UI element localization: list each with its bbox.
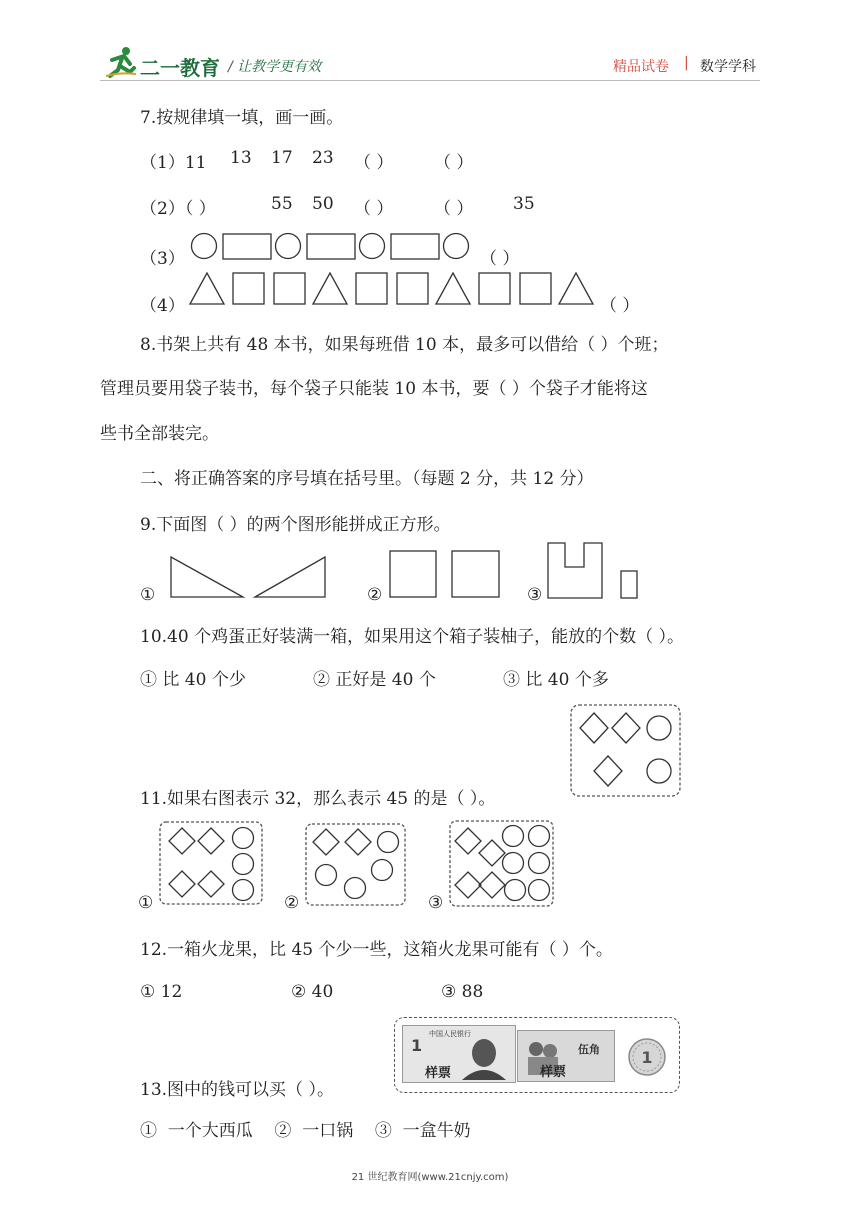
rectangle-shape (391, 234, 439, 259)
circle-shape (360, 234, 385, 259)
q9-option-3-shapes (546, 541, 641, 601)
rectangle-shape (307, 234, 355, 259)
q7-title: 7.按规律填一填，画一画。 (140, 108, 344, 128)
note-bank-name: 中国人民银行 (429, 1030, 471, 1038)
q10-option-2: ② 正好是 40 个 (313, 670, 436, 690)
circle-shape (192, 234, 217, 259)
q10-option-3: ③ 比 40 个多 (503, 670, 609, 690)
square-shape (233, 273, 264, 304)
q11-reference-box (570, 704, 682, 798)
q11-title: 11.如果右图表示 32，那么表示 45 的是（ ）。 (140, 789, 496, 809)
square-shape (274, 273, 305, 304)
q8-line3: 些书全部装完。 (100, 424, 219, 444)
q9-option-2-squares (388, 549, 503, 599)
svg-text:1: 1 (641, 1048, 653, 1067)
note-denomination: 伍角 (578, 1043, 600, 1056)
portrait-icon (458, 1036, 510, 1080)
q7-row2-item: 50 (312, 194, 334, 214)
brand-name: 二一教育 (140, 56, 220, 80)
q9-option-2-label: ② (367, 585, 383, 605)
section-2-heading: 二、将正确答案的序号填在括号里。（每题 2 分，共 12 分） (140, 469, 594, 489)
q7-row2-blank: （ ） (434, 199, 474, 219)
circle-shape (276, 234, 301, 259)
q11-option-2-box (305, 823, 407, 907)
q7-row1-blank: （ ） (354, 153, 394, 173)
runner-logo-icon (104, 46, 138, 78)
triangle-shape (436, 273, 470, 304)
q11-option-1-label: ① (138, 893, 154, 913)
header-subject: 数学学科 (700, 59, 756, 75)
q7-row1-item: 17 (271, 148, 293, 168)
header-rule (100, 80, 760, 81)
triangle-shape (313, 273, 347, 304)
q7-row4-shapes (188, 270, 598, 306)
header-premium-label: 精品试卷 (613, 59, 669, 75)
q9-option-1-triangles (168, 555, 328, 600)
square-shape (520, 273, 551, 304)
q9-title: 9.下面图（ ）的两个图形能拼成正方形。 (140, 515, 451, 535)
q7-row2-item: （2）（ ） (140, 199, 216, 219)
q7-row2-item: 35 (513, 194, 535, 214)
q10-option-1: ① 比 40 个少 (140, 670, 246, 690)
q7-row3-label: （3） (140, 249, 185, 269)
triangle-shape (559, 273, 593, 304)
q10-title: 10.40 个鸡蛋正好装满一箱，如果用这个箱子装柚子，能放的个数（ ）。 (140, 627, 684, 647)
note-sample-stamp: 样票 (540, 1065, 567, 1080)
q7-row1-blank: （ ） (434, 153, 474, 173)
q7-row2-blank: （ ） (354, 199, 394, 219)
note-denomination: 1 (411, 1036, 423, 1055)
q8-line2: 管理员要用袋子装书，每个袋子只能装 10 本书，要（ ）个袋子才能将这 (100, 379, 648, 399)
q11-option-3-box (449, 820, 555, 908)
q13-options: ① 一个大西瓜 ② 一口锅 ③ 一盒牛奶 (140, 1121, 471, 1141)
q9-option-3-label: ③ (527, 585, 543, 605)
one-yuan-note (402, 1025, 516, 1083)
q7-row3-shapes (190, 231, 480, 263)
square-shape (356, 273, 387, 304)
five-jiao-note (517, 1030, 615, 1082)
q12-option-2: ② 40 (291, 982, 334, 1002)
q7-row1-item: 13 (230, 148, 252, 168)
q11-option-3-label: ③ (428, 893, 444, 913)
q7-row1-item: 23 (312, 148, 334, 168)
q11-option-2-label: ② (284, 893, 300, 913)
q9-option-1-label: ① (140, 585, 156, 605)
q7-row1-item: （1）11 (140, 153, 207, 173)
square-shape (479, 273, 510, 304)
q11-option-1-box (159, 821, 264, 906)
q13-title: 13.图中的钱可以买（ ）。 (140, 1080, 334, 1100)
q7-row3-blank: （ ） (480, 249, 520, 269)
note-sample-stamp: 样票 (425, 1066, 452, 1081)
q12-title: 12.一箱火龙果，比 45 个少一些，这箱火龙果可能有（ ）个。 (140, 940, 613, 960)
page-footer: 21 世纪教育网(www.21cnjy.com) (351, 1172, 509, 1183)
q12-option-1: ① 12 (140, 982, 183, 1002)
slogan (228, 56, 321, 76)
slogan-slash: / (228, 59, 238, 75)
circle-shape (444, 234, 469, 259)
square-shape (397, 273, 428, 304)
triangle-shape (190, 273, 224, 304)
one-yuan-coin-icon (627, 1037, 667, 1077)
q8-line1: 8.书架上共有 48 本书，如果每班借 10 本，最多可以借给（ ）个班； (140, 335, 669, 355)
rectangle-shape (223, 234, 271, 259)
q7-row2-item: 55 (271, 194, 293, 214)
q12-option-3: ③ 88 (441, 982, 484, 1002)
slogan-text: 让教学更有效 (237, 59, 322, 75)
q7-row4-label: （4） (140, 296, 185, 316)
header-divider: | (684, 55, 689, 71)
q7-row4-blank: （ ） (600, 296, 640, 316)
